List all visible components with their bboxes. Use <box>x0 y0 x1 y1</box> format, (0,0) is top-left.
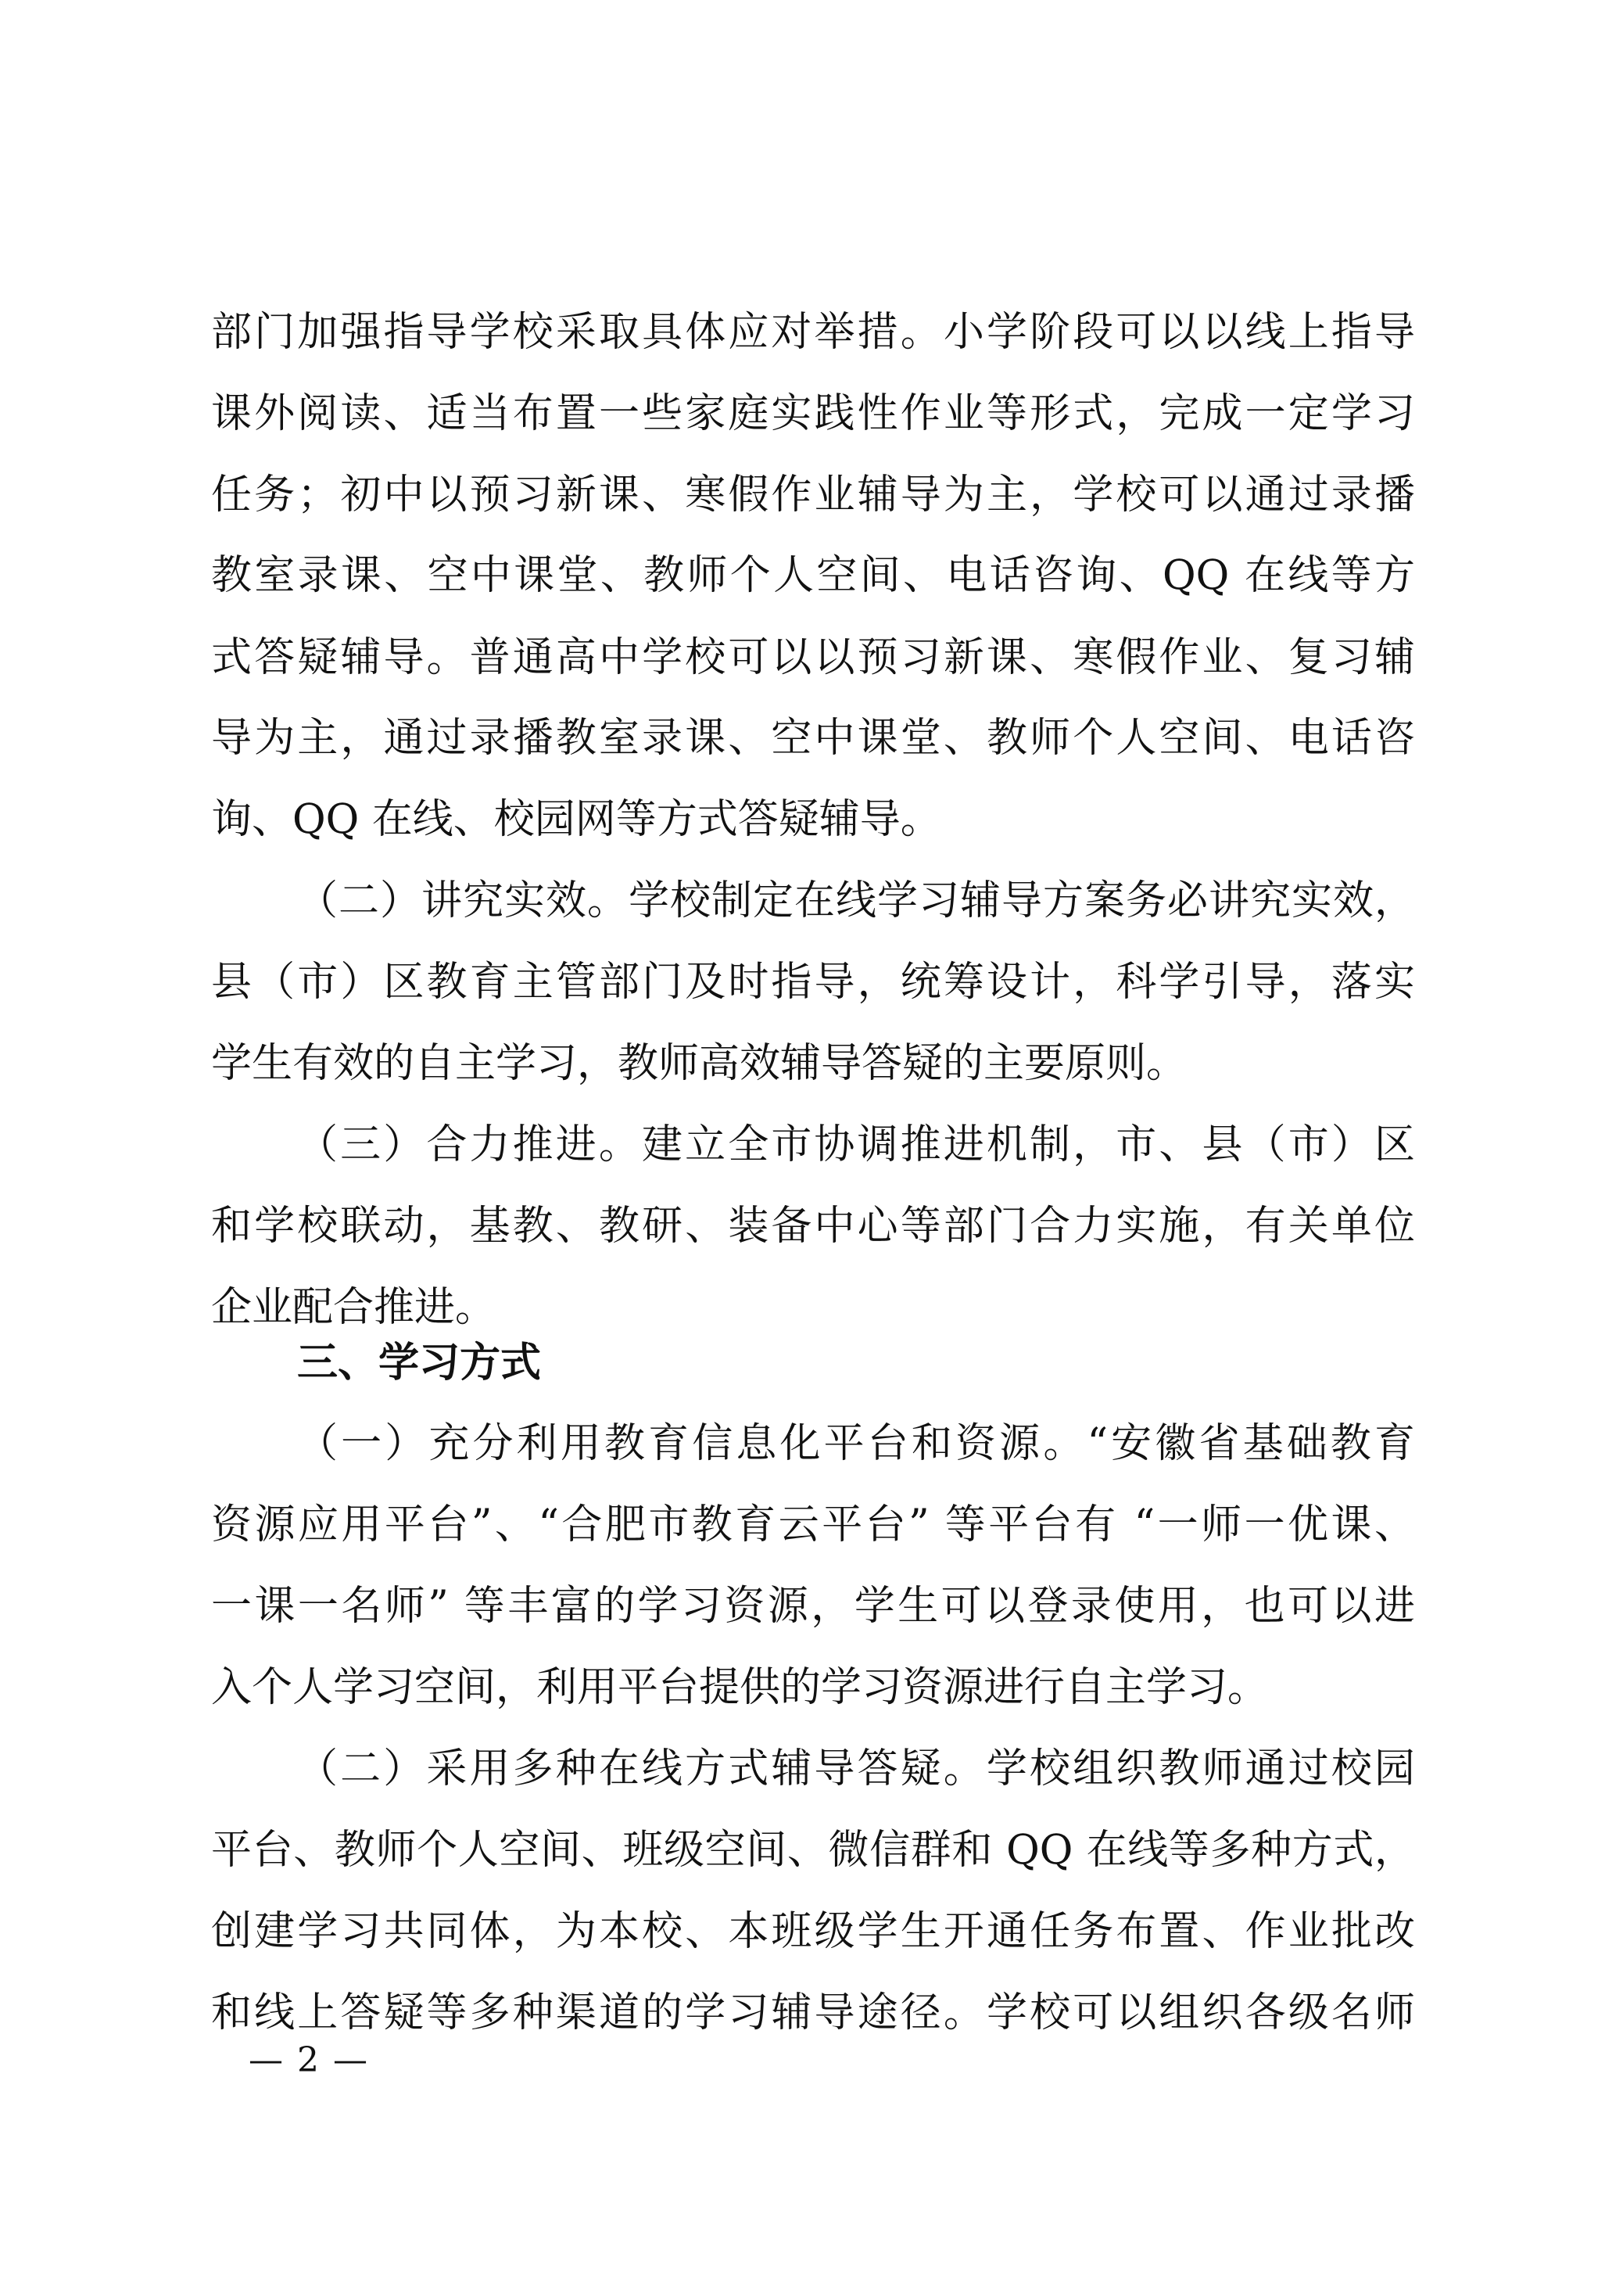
text-line: 和线上答疑等多种渠道的学习辅导途径。学校可以组织各级名师 <box>211 1989 1415 2036</box>
text-line: 平台、教师个人空间、班级空间、微信群和 QQ 在线等多种方式， <box>211 1827 1415 1874</box>
text-line: （一）充分利用教育信息化平台和资源。“安徽省基础教育 <box>297 1420 1415 1467</box>
text-line: 课外阅读、适当布置一些家庭实践性作业等形式，完成一定学习 <box>211 390 1415 437</box>
text-line: 部门加强指导学校采取具体应对举措。小学阶段可以以线上指导 <box>211 309 1415 356</box>
page-number: — 2 — <box>249 2040 369 2080</box>
text-line: 资源应用平台”、“合肥市教育云平台” 等平台有 “一师一优课、 <box>211 1501 1415 1548</box>
text-line: 教室录课、空中课堂、教师个人空间、电话咨询、QQ 在线等方 <box>211 552 1415 599</box>
section-heading: 三、学习方式 <box>297 1340 542 1387</box>
text-line: 导为主，通过录播教室录课、空中课堂、教师个人空间、电话咨 <box>211 715 1415 762</box>
text-line: 任务；初中以预习新课、寒假作业辅导为主，学校可以通过录播 <box>211 472 1415 518</box>
text-line: 县（市）区教育主管部门及时指导，统筹设计，科学引导，落实 <box>211 959 1415 1006</box>
text-line: 入个人学习空间，利用平台提供的学习资源进行自主学习。 <box>211 1664 1269 1711</box>
text-line: 和学校联动，基教、教研、装备中心等部门合力实施，有关单位 <box>211 1203 1415 1250</box>
text-line: 企业配合推进。 <box>211 1284 496 1331</box>
text-line: 一课一名师” 等丰富的学习资源，学生可以登录使用，也可以进 <box>211 1583 1415 1630</box>
text-line: （三）合力推进。建立全市协调推进机制，市、县（市）区 <box>297 1121 1415 1168</box>
text-line: （二）讲究实效。学校制定在线学习辅导方案务必讲究实效， <box>297 877 1415 924</box>
text-line: 式答疑辅导。普通高中学校可以以预习新课、寒假作业、复习辅 <box>211 634 1415 681</box>
text-line: 询、QQ 在线、校园网等方式答疑辅导。 <box>211 796 941 843</box>
text-line: 学生有效的自主学习，教师高效辅导答疑的主要原则。 <box>211 1040 1188 1087</box>
text-line: 创建学习共同体，为本校、本班级学生开通任务布置、作业批改 <box>211 1908 1415 1955</box>
text-line: （二）采用多种在线方式辅导答疑。学校组织教师通过校园 <box>297 1745 1415 1792</box>
